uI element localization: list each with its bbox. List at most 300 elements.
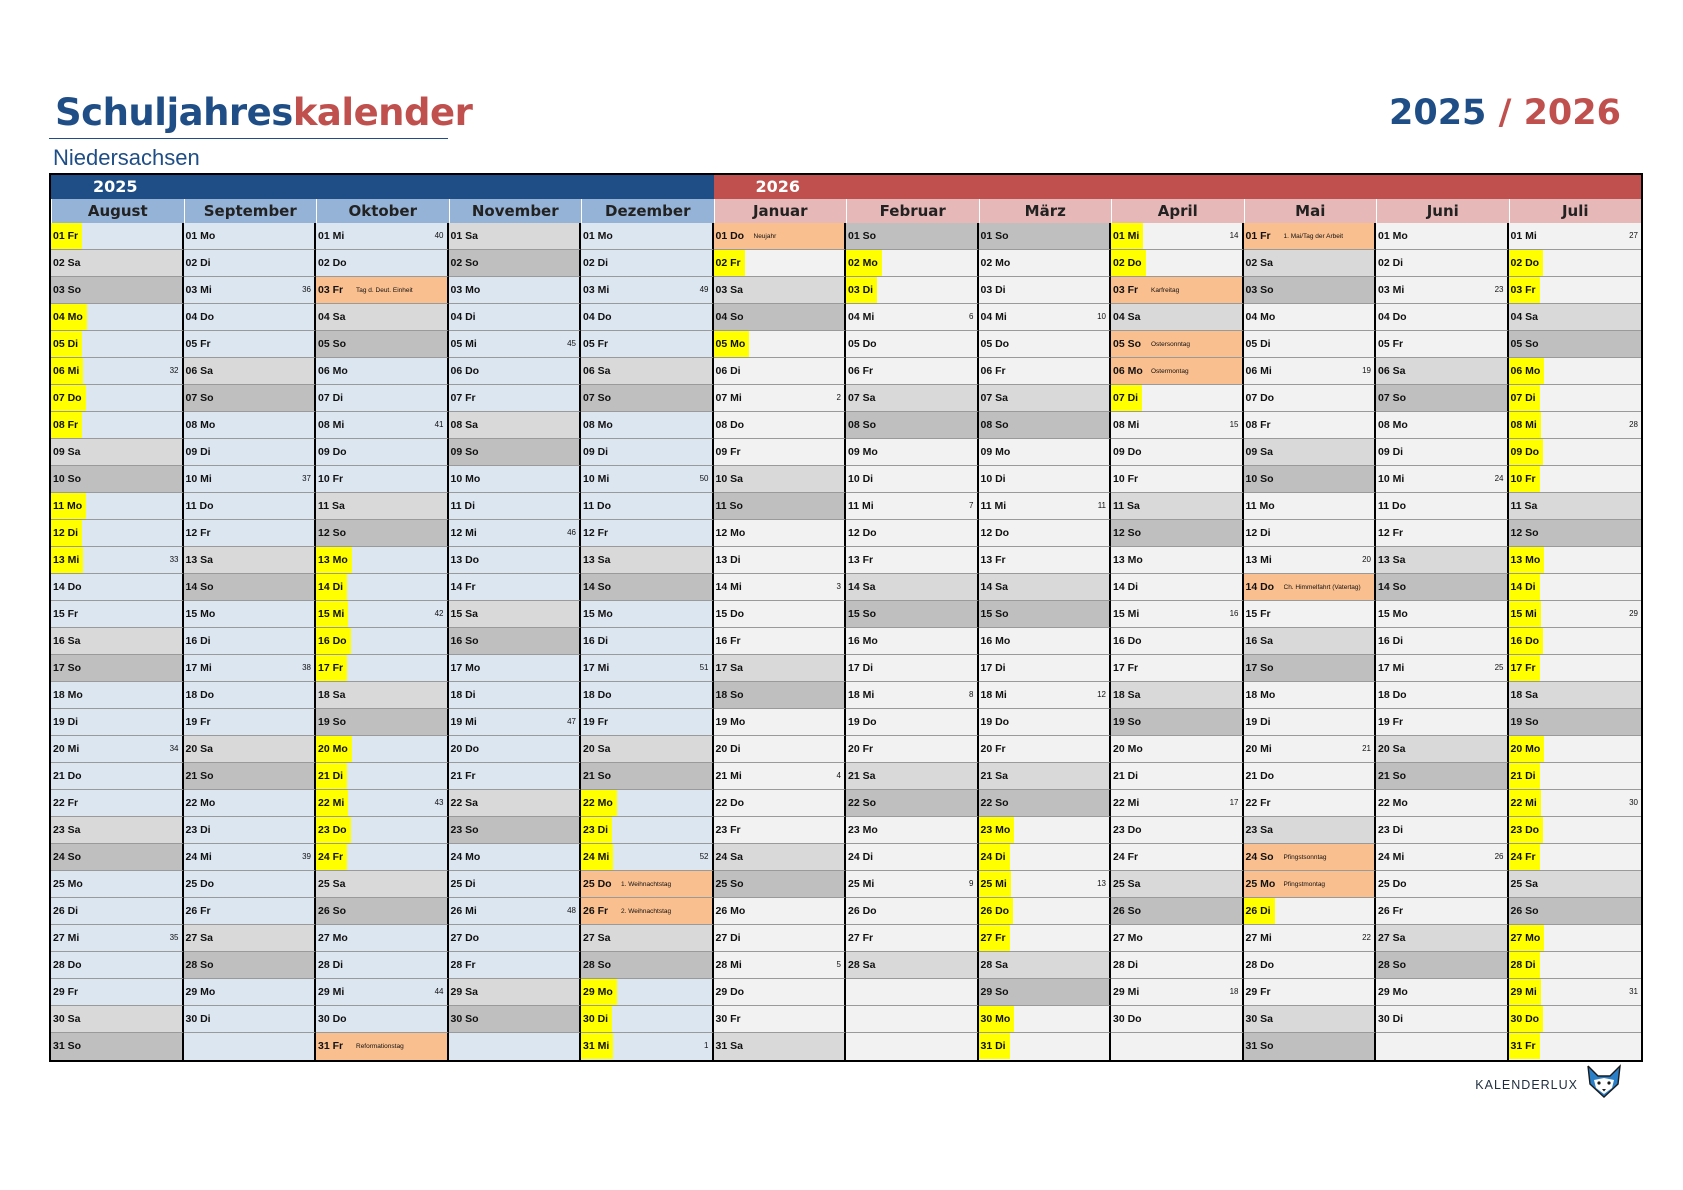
day-cell[interactable] [1111,385,1244,412]
day-cell[interactable] [449,682,582,709]
day-cell[interactable] [714,925,847,952]
day-cell[interactable] [1244,520,1377,547]
day-cell[interactable] [979,520,1112,547]
day-cell[interactable] [581,925,714,952]
day-cell[interactable] [184,871,317,898]
day-cell[interactable] [316,925,449,952]
day-cell[interactable] [581,574,714,601]
day-cell[interactable] [184,655,317,682]
day-cell[interactable] [846,250,979,277]
day-cell[interactable] [581,520,714,547]
day-cell[interactable] [51,439,184,466]
day-cell[interactable] [51,844,184,871]
day-cell[interactable] [714,250,847,277]
day-cell[interactable] [1244,250,1377,277]
day-cell[interactable] [316,385,449,412]
day-cell[interactable] [846,682,979,709]
day-cell[interactable] [714,385,847,412]
day-cell[interactable] [1244,277,1377,304]
day-cell[interactable] [714,952,847,979]
day-cell[interactable] [1244,763,1377,790]
day-cell[interactable] [1376,736,1509,763]
day-cell[interactable] [1111,412,1244,439]
day-cell[interactable] [1244,1006,1377,1033]
day-cell[interactable] [449,412,582,439]
day-cell[interactable] [1111,493,1244,520]
day-cell[interactable] [846,385,979,412]
day-cell[interactable] [714,439,847,466]
day-cell[interactable] [714,682,847,709]
day-cell[interactable] [714,547,847,574]
day-cell[interactable] [184,790,317,817]
day-cell[interactable] [1509,979,1642,1006]
day-cell[interactable] [1111,871,1244,898]
day-cell[interactable] [1509,439,1642,466]
day-cell[interactable] [1111,925,1244,952]
day-cell[interactable] [449,547,582,574]
day-cell[interactable] [51,952,184,979]
day-cell[interactable] [1376,655,1509,682]
day-cell[interactable] [979,547,1112,574]
day-cell[interactable] [1111,952,1244,979]
day-cell[interactable] [979,709,1112,736]
day-cell[interactable] [449,277,582,304]
day-cell[interactable] [714,979,847,1006]
day-cell[interactable] [846,547,979,574]
day-cell[interactable] [1376,439,1509,466]
day-cell[interactable] [846,439,979,466]
day-cell[interactable] [449,844,582,871]
day-cell[interactable] [1509,790,1642,817]
day-cell[interactable] [51,466,184,493]
day-cell[interactable] [1376,223,1509,250]
day-cell[interactable] [581,682,714,709]
day-cell[interactable] [1111,844,1244,871]
day-cell[interactable] [1509,736,1642,763]
day-cell[interactable] [846,736,979,763]
day-cell[interactable] [51,1006,184,1033]
day-cell[interactable] [1244,682,1377,709]
day-cell[interactable] [184,1006,317,1033]
day-cell[interactable] [1509,925,1642,952]
day-cell[interactable] [1111,520,1244,547]
day-cell[interactable] [1509,304,1642,331]
day-cell[interactable] [979,385,1112,412]
day-cell[interactable] [1376,952,1509,979]
day-cell[interactable] [1509,574,1642,601]
day-cell[interactable] [51,385,184,412]
day-cell[interactable] [1111,250,1244,277]
day-cell[interactable] [449,385,582,412]
day-cell[interactable] [581,331,714,358]
day-cell[interactable] [51,493,184,520]
day-cell[interactable] [1376,520,1509,547]
day-cell[interactable] [449,898,582,925]
day-cell[interactable] [1376,574,1509,601]
day-cell[interactable] [979,736,1112,763]
day-cell[interactable] [1376,493,1509,520]
day-cell[interactable] [449,574,582,601]
day-cell[interactable] [1244,574,1377,601]
day-cell[interactable] [316,304,449,331]
day-cell[interactable] [1244,304,1377,331]
day-cell[interactable] [581,1006,714,1033]
day-cell[interactable] [1111,547,1244,574]
day-cell[interactable] [1376,358,1509,385]
day-cell[interactable] [51,925,184,952]
day-cell[interactable] [846,709,979,736]
day-cell[interactable] [581,601,714,628]
day-cell[interactable] [979,493,1112,520]
day-cell[interactable] [846,574,979,601]
day-cell[interactable] [184,331,317,358]
day-cell[interactable] [1376,547,1509,574]
day-cell[interactable] [1244,952,1377,979]
day-cell[interactable] [51,277,184,304]
day-cell[interactable] [449,763,582,790]
day-cell[interactable] [1509,493,1642,520]
day-cell[interactable] [184,493,317,520]
day-cell[interactable] [1376,682,1509,709]
day-cell[interactable] [1111,763,1244,790]
day-cell[interactable] [1376,871,1509,898]
day-cell[interactable] [714,844,847,871]
day-cell[interactable] [979,412,1112,439]
day-cell[interactable] [184,277,317,304]
day-cell[interactable] [51,628,184,655]
day-cell[interactable] [449,817,582,844]
day-cell[interactable] [846,223,979,250]
day-cell[interactable] [979,466,1112,493]
day-cell[interactable] [979,628,1112,655]
day-cell[interactable] [979,304,1112,331]
day-cell[interactable] [184,952,317,979]
day-cell[interactable] [979,871,1112,898]
day-cell[interactable] [316,466,449,493]
day-cell[interactable] [979,925,1112,952]
day-cell[interactable] [184,817,317,844]
day-cell[interactable] [316,709,449,736]
day-cell[interactable] [51,223,184,250]
day-cell[interactable] [979,979,1112,1006]
day-cell[interactable] [1244,547,1377,574]
day-cell[interactable] [449,223,582,250]
day-cell[interactable] [1509,1006,1642,1033]
day-cell[interactable] [1244,817,1377,844]
day-cell[interactable] [581,412,714,439]
day-cell[interactable] [581,547,714,574]
day-cell[interactable] [1509,628,1642,655]
day-cell[interactable] [1376,844,1509,871]
day-cell[interactable] [1244,1033,1377,1060]
day-cell[interactable] [1376,304,1509,331]
day-cell[interactable] [51,763,184,790]
day-cell[interactable] [1376,898,1509,925]
day-cell[interactable] [1509,1033,1642,1060]
day-cell[interactable] [846,871,979,898]
day-cell[interactable] [316,520,449,547]
day-cell[interactable] [1111,574,1244,601]
day-cell[interactable] [1509,547,1642,574]
day-cell[interactable] [51,817,184,844]
day-cell[interactable] [846,817,979,844]
day-cell[interactable] [581,709,714,736]
day-cell[interactable] [1244,979,1377,1006]
day-cell[interactable] [184,736,317,763]
day-cell[interactable] [1244,412,1377,439]
day-cell[interactable] [1376,709,1509,736]
day-cell[interactable] [581,736,714,763]
day-cell[interactable] [1509,331,1642,358]
day-cell[interactable] [581,952,714,979]
day-cell[interactable] [581,655,714,682]
day-cell[interactable] [581,979,714,1006]
day-cell[interactable] [581,763,714,790]
day-cell[interactable] [979,331,1112,358]
day-cell[interactable] [846,331,979,358]
day-cell[interactable] [714,412,847,439]
day-cell[interactable] [1244,844,1377,871]
day-cell[interactable] [1111,331,1244,358]
day-cell[interactable] [449,925,582,952]
day-cell[interactable] [979,1033,1112,1060]
day-cell[interactable] [1244,223,1377,250]
day-cell[interactable] [1244,493,1377,520]
day-cell[interactable] [846,412,979,439]
day-cell[interactable] [581,304,714,331]
day-cell[interactable] [1376,979,1509,1006]
day-cell[interactable] [1244,655,1377,682]
day-cell[interactable] [1376,1006,1509,1033]
day-cell[interactable] [979,790,1112,817]
day-cell[interactable] [1111,655,1244,682]
day-cell[interactable] [184,358,317,385]
day-cell[interactable] [449,493,582,520]
day-cell[interactable] [846,790,979,817]
day-cell[interactable] [1376,790,1509,817]
day-cell[interactable] [316,1006,449,1033]
day-cell[interactable] [714,358,847,385]
day-cell[interactable] [714,871,847,898]
day-cell[interactable] [1244,331,1377,358]
day-cell[interactable] [1111,223,1244,250]
day-cell[interactable] [449,331,582,358]
day-cell[interactable] [449,466,582,493]
day-cell[interactable] [979,952,1112,979]
day-cell[interactable] [184,250,317,277]
day-cell[interactable] [316,493,449,520]
day-cell[interactable] [1244,898,1377,925]
day-cell[interactable] [184,898,317,925]
day-cell[interactable] [846,925,979,952]
day-cell[interactable] [1509,817,1642,844]
day-cell[interactable] [184,709,317,736]
day-cell[interactable] [316,736,449,763]
day-cell[interactable] [979,223,1112,250]
day-cell[interactable] [184,601,317,628]
day-cell[interactable] [979,682,1112,709]
day-cell[interactable] [1244,736,1377,763]
day-cell[interactable] [1509,709,1642,736]
day-cell[interactable] [184,844,317,871]
day-cell[interactable] [846,628,979,655]
day-cell[interactable] [316,601,449,628]
day-cell[interactable] [316,952,449,979]
day-cell[interactable] [979,1006,1112,1033]
day-cell[interactable] [1509,277,1642,304]
day-cell[interactable] [449,520,582,547]
day-cell[interactable] [581,628,714,655]
day-cell[interactable] [184,763,317,790]
day-cell[interactable] [714,817,847,844]
day-cell[interactable] [51,1033,184,1060]
day-cell[interactable] [581,277,714,304]
day-cell[interactable] [1376,277,1509,304]
day-cell[interactable] [1111,628,1244,655]
day-cell[interactable] [316,277,449,304]
day-cell[interactable] [51,304,184,331]
day-cell[interactable] [581,385,714,412]
day-cell[interactable] [1509,466,1642,493]
day-cell[interactable] [846,466,979,493]
day-cell[interactable] [449,790,582,817]
day-cell[interactable] [1376,925,1509,952]
day-cell[interactable] [449,952,582,979]
day-cell[interactable] [51,250,184,277]
day-cell[interactable] [51,412,184,439]
day-cell[interactable] [449,439,582,466]
day-cell[interactable] [1509,898,1642,925]
day-cell[interactable] [714,736,847,763]
day-cell[interactable] [581,466,714,493]
day-cell[interactable] [184,682,317,709]
day-cell[interactable] [1376,385,1509,412]
day-cell[interactable] [1509,844,1642,871]
day-cell[interactable] [714,601,847,628]
day-cell[interactable] [316,871,449,898]
day-cell[interactable] [1509,682,1642,709]
day-cell[interactable] [979,817,1112,844]
day-cell[interactable] [1244,628,1377,655]
day-cell[interactable] [1244,466,1377,493]
day-cell[interactable] [979,439,1112,466]
day-cell[interactable] [184,304,317,331]
day-cell[interactable] [184,574,317,601]
day-cell[interactable] [846,952,979,979]
day-cell[interactable] [1509,763,1642,790]
day-cell[interactable] [449,358,582,385]
day-cell[interactable] [316,412,449,439]
day-cell[interactable] [51,709,184,736]
day-cell[interactable] [714,574,847,601]
day-cell[interactable] [581,898,714,925]
day-cell[interactable] [316,628,449,655]
day-cell[interactable] [846,520,979,547]
day-cell[interactable] [449,979,582,1006]
day-cell[interactable] [1509,358,1642,385]
day-cell[interactable] [184,412,317,439]
day-cell[interactable] [1244,439,1377,466]
day-cell[interactable] [1509,385,1642,412]
day-cell[interactable] [1111,979,1244,1006]
day-cell[interactable] [1509,655,1642,682]
day-cell[interactable] [714,628,847,655]
day-cell[interactable] [51,601,184,628]
day-cell[interactable] [714,790,847,817]
day-cell[interactable] [449,736,582,763]
day-cell[interactable] [714,898,847,925]
day-cell[interactable] [1244,358,1377,385]
day-cell[interactable] [1509,601,1642,628]
day-cell[interactable] [1111,439,1244,466]
day-cell[interactable] [316,1033,449,1060]
day-cell[interactable] [1111,466,1244,493]
day-cell[interactable] [51,547,184,574]
day-cell[interactable] [449,601,582,628]
day-cell[interactable] [316,682,449,709]
day-cell[interactable] [846,763,979,790]
day-cell[interactable] [316,979,449,1006]
day-cell[interactable] [449,655,582,682]
day-cell[interactable] [846,493,979,520]
day-cell[interactable] [51,331,184,358]
day-cell[interactable] [1111,682,1244,709]
day-cell[interactable] [1244,385,1377,412]
day-cell[interactable] [184,439,317,466]
day-cell[interactable] [1509,223,1642,250]
day-cell[interactable] [184,547,317,574]
day-cell[interactable] [316,358,449,385]
day-cell[interactable] [1111,304,1244,331]
day-cell[interactable] [316,250,449,277]
day-cell[interactable] [581,844,714,871]
day-cell[interactable] [184,385,317,412]
day-cell[interactable] [1111,790,1244,817]
day-cell[interactable] [714,655,847,682]
day-cell[interactable] [449,304,582,331]
day-cell[interactable] [449,871,582,898]
day-cell[interactable] [316,790,449,817]
day-cell[interactable] [714,277,847,304]
day-cell[interactable] [979,358,1112,385]
day-cell[interactable] [51,520,184,547]
day-cell[interactable] [714,223,847,250]
day-cell[interactable] [316,331,449,358]
day-cell[interactable] [714,331,847,358]
day-cell[interactable] [1509,250,1642,277]
day-cell[interactable] [846,304,979,331]
day-cell[interactable] [184,979,317,1006]
day-cell[interactable] [1111,601,1244,628]
day-cell[interactable] [846,844,979,871]
day-cell[interactable] [316,655,449,682]
day-cell[interactable] [979,601,1112,628]
day-cell[interactable] [979,250,1112,277]
day-cell[interactable] [184,628,317,655]
day-cell[interactable] [581,817,714,844]
day-cell[interactable] [979,574,1112,601]
day-cell[interactable] [1509,412,1642,439]
day-cell[interactable] [581,439,714,466]
day-cell[interactable] [184,466,317,493]
day-cell[interactable] [316,817,449,844]
day-cell[interactable] [449,709,582,736]
day-cell[interactable] [316,844,449,871]
day-cell[interactable] [846,655,979,682]
day-cell[interactable] [581,358,714,385]
day-cell[interactable] [1509,952,1642,979]
day-cell[interactable] [714,1033,847,1060]
